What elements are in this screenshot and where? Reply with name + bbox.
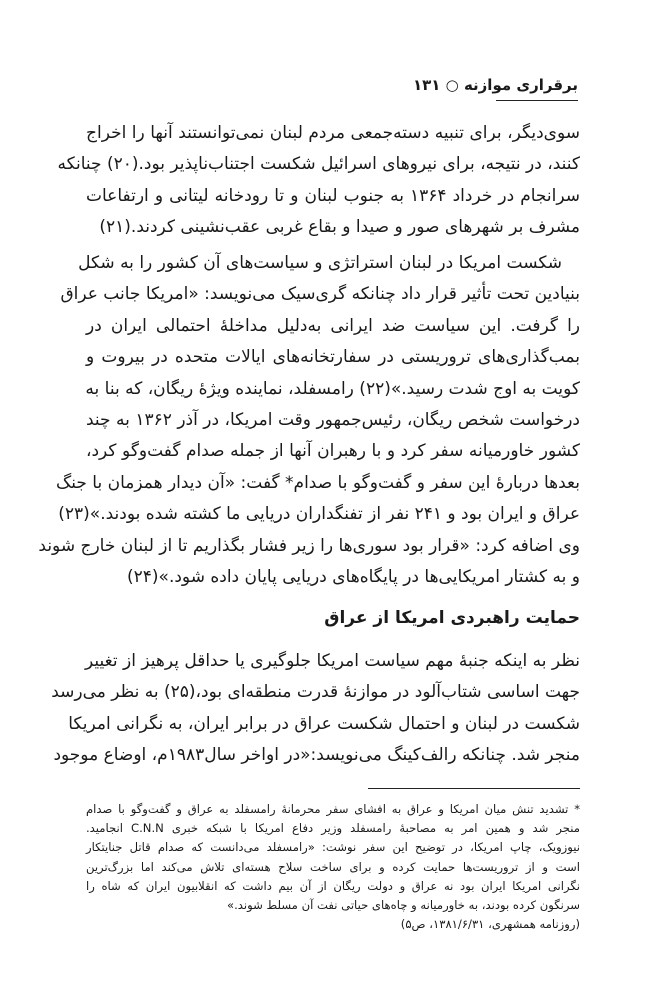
text-line: درخواست شخص ریگان، رئیس‌جمهور وقت امریکا، در آذر ۱۳۶۲ به چند (86, 410, 580, 431)
footnote-line: نیوزویک، چاپ امریکا، در توضیح این سفر نوشت: «رامسفلد می‌دانست که صدام قاتل جنایتکار (86, 840, 580, 855)
footnote-separator (368, 788, 580, 789)
text-line: بنیادین تحت تأثیر قرار داد چنانکه گری‌سیک می‌نویسد: «امریکا جانب عراق (60, 284, 580, 305)
text-line: مشرف بر شهرهای صور و صیدا و بقاع غربی عقب‌نشینی کردند.(۲۱) (99, 217, 580, 238)
running-title: برقراری موازنه ○ ۱۳۱ (412, 76, 578, 94)
text-line: کشور خاورمیانه سفر کرد و با رهبران آنها از جمله صدام گفت‌وگو کرد، (86, 441, 580, 462)
text-line: شکست در لبنان و احتمال شکست عراق در برابر ایران، به نگرانی امریکا (68, 713, 580, 734)
text-line: منجر شد. چنانکه رالف‌کینگ می‌نویسد:«در اواخر سال۱۹۸۳م، اوضاع موجود (53, 745, 580, 766)
footnote-citation: (روزنامه همشهری، ۱۳۸۱/۶/۳۱، ص۵) (400, 917, 580, 932)
text-line: نظر به اینکه جنبهٔ مهم سیاست امریکا جلوگیری یا حداقل پرهیز از تغییر (85, 651, 580, 671)
footnote-line: منجر شد و همین امر به مصاحبهٔ رامسفلد وزیر دفاع امریکا با شبکه خبری C.N.N انجامید. (86, 821, 580, 836)
text-line: و به کشتار امریکایی‌ها در پایگاه‌های دریایی پایان داده شود.»(۲۴) (127, 567, 580, 588)
text-line: بعدها دربارهٔ این سفر و گفت‌وگو با صدام* گفت: «آن دیدار همزمان با جنگ (56, 472, 580, 493)
footnote (86, 800, 580, 934)
text-line: جهت اساسی شتاب‌آلود در موازنهٔ قدرت منطقه‌ای بود،(۲۵) به نظر می‌رسد (51, 682, 580, 703)
text-line: شکست امریکا در لبنان استراتژی و سیاست‌های آن کشور را به شکل (78, 253, 562, 273)
text-line: را گرفت. این سیاست ضد ایرانی به‌دلیل مداخلهٔ احتمالی ایران در (86, 315, 580, 336)
text-line: سوی‌دیگر، برای تنبیه دسته‌جمعی مردم لبنان نمی‌توانستند آنها را اخراج (86, 123, 580, 143)
text-line: کنند، در نتیجه، برای نیروهای اسرائیل شکست اجتناب‌ناپذیر بود.(۲۰) چنانکه (57, 154, 580, 175)
paragraph-1 (57, 118, 580, 244)
footnote-line: است و از تروریست‌ها حمایت کرده و برای ساخت سلاح هسته‌ای تلاش می‌کند اما بزرگ‌ترین (86, 859, 580, 874)
footnote-line: * تشدید تنش میان امریکا و عراق به افشای سفر محرمانهٔ رامسفلد به عراق و گفت‌وگو با صدام (86, 802, 580, 816)
text-line: بمب‌گذاری‌های تروریستی در سفارتخانه‌های ایالات متحده در بیروت و (86, 347, 580, 368)
footnote-line: سرنگون کرده بودند، به خاورمیانه و چاه‌های حیاتی نفت آن مسلط شوند.» (227, 898, 580, 913)
text-line: کویت به اوج شدت رسید.»(۲۲) رامسفلد، نماینده ویژهٔ ریگان، که بنا به (85, 378, 580, 399)
section-heading: حمایت راهبردی امریکا از عراق (324, 608, 580, 628)
text-line: وی اضافه کرد: «قرار بود سوری‌ها را زیر فشار بگذاریم تا از لبنان خارج شوند (38, 535, 580, 556)
paragraph-3 (51, 646, 580, 772)
footnote-line: نگرانی امریکا ایران بود نه عراق و دولت ریگان از آن بیم داشت که انقلابیون ایران که شاه را (86, 878, 580, 893)
paragraph-2 (38, 248, 580, 593)
text-line: عراق و ایران بود و ۲۴۱ نفر از تفنگداران دریایی ما کشته شده بودند.»(۲۳) (58, 504, 580, 525)
text-line: سرانجام در خرداد ۱۳۶۴ به جنوب لبنان و تا رودخانه لیتانی و ارتفاعات (86, 185, 580, 206)
page-header (0, 68, 666, 98)
header-underline (496, 100, 578, 101)
